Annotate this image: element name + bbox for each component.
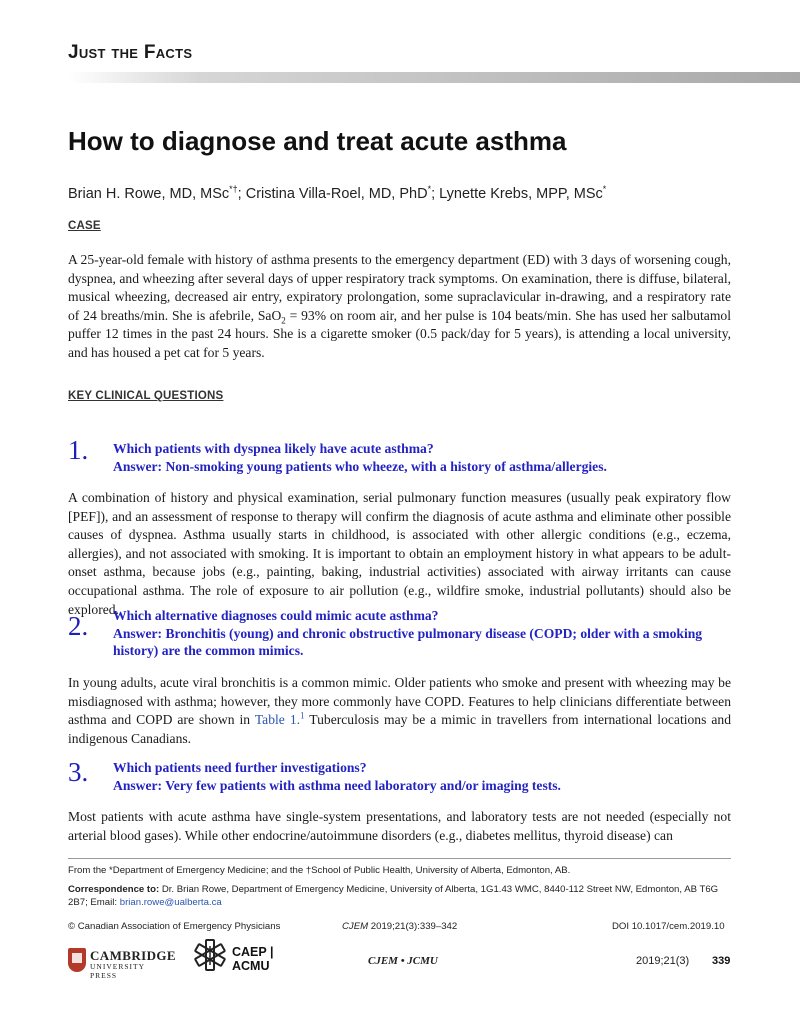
author-villa-roel: Cristina Villa-Roel, MD, PhD (245, 185, 428, 202)
case-heading: CASE (68, 220, 101, 232)
footer-divider (68, 858, 731, 859)
cambridge-logo-name: CAMBRIDGE (90, 948, 176, 963)
question-2: Which alternative diagnoses could mimic acute asthma? (113, 608, 439, 623)
case-text-part1: A 25-year-old female with history of asthma presents to the emergency department (ED) with 3 days of worsening cough, dyspnea, and wheezing after several days of upper respiratory track symptoms. On examination, there is diffuse, bilateral, musical wheezing, decreased air entry, expiratory prolongation, some supraclavicular in-drawing, and a respiratory rate of 24 breaths/min. She is afebrile, SaO (68, 252, 731, 323)
reference-1-link[interactable]: 1 (300, 710, 305, 721)
question-2-body-part2: Tuberculosis may be a mimic in travellers from international locations and indigenous Canadians. (68, 712, 732, 746)
author-krebs-affil: * (602, 184, 607, 194)
correspondence-email-link[interactable]: brian.rowe@ualberta.ca (119, 897, 222, 908)
answer-2: Answer: Bronchitis (young) and chronic obstructive pulmonary disease (COPD; older with a smoking history) are the common mimics. (113, 625, 703, 659)
star-of-life-icon (192, 938, 228, 972)
cambridge-logo-sub: UNIVERSITY PRESS (90, 962, 145, 980)
page-number: 339 (712, 955, 731, 967)
journal-footer-name: CJEM • JCMU (368, 955, 438, 967)
copyright-note: © Canadian Association of Emergency Physicians (68, 921, 281, 932)
issue-label: 2019;21(3) (636, 955, 690, 967)
question-2-body-part1: In young adults, acute viral bronchitis is a common mimic. Older patients who smoke and present with wheezing may be misdiagnosed with asthma; however, they more commonly have COPD. Features to help clinicians differentiate between asthma and COPD are shown in (68, 675, 731, 728)
citation (342, 920, 522, 933)
article-title: How to diagnose and treat acute asthma (68, 126, 567, 156)
question-3: Which patients need further investigations? (113, 760, 367, 775)
author-separator: ; (237, 185, 246, 202)
question-3-body: Most patients with acute asthma have single-system presentations, and laboratory tests are not needed (especially not arterial blood gases). While other endocrine/autoimmune disorders (e.g., diabetes mellitus, thyroid disease) can (68, 809, 731, 843)
cambridge-shield-icon (68, 948, 86, 972)
caep-logo (192, 938, 312, 972)
correspondence-label: Correspondence to: (68, 884, 160, 895)
question-block-3 (113, 759, 731, 794)
section-label: Just the Facts (68, 42, 193, 63)
table-1-link[interactable]: Table 1. (254, 712, 301, 728)
question-1: Which patients with dyspnea likely have acute asthma? (113, 441, 434, 456)
citation-details: 2019;21(3):339–342 (368, 921, 458, 932)
author-rowe: Brian H. Rowe, MD, MSc (68, 185, 230, 202)
correspondence-note (68, 883, 731, 909)
question-1-body: A combination of history and physical examination, serial pulmonary function measures (usually peak expiratory flow [PEF]), and an assessment of response to therapy will confirm the diagnosis of acute asthma and eliminate other possible causes of dyspnea. Asthma usually starts in childhood, is associated with other allergic conditions (e.g., eczema, allergies), and not associated with smoking. It is important to obtain an employment history in what appears to be adult-onset asthma, because jobs (e.g., painting, baking, industrial activities) associated with airway irritants can cause occupational asthma. The role of exposure to air pollution (e.g., wildfire smoke, industrial pollutants) should also be explored. (68, 490, 731, 617)
answer-1: Answer: Non-smoking young patients who wheeze, with a history of asthma/allergies. (113, 458, 607, 474)
case-subscript: 2 (281, 315, 286, 326)
question-number-3: 3. (68, 757, 89, 787)
answer-3: Answer: Very few patients with asthma need laboratory and/or imaging tests. (113, 777, 561, 793)
case-text-part2: = 93% on room air, and her pulse is 104 beats/min. She has used her salbutamol puffer 12 times in the past 24 hours. She is a cigarette smoker (0.5 pack/day for 5 years), is attending a local university, and has housed a pet cat for 5 years. (68, 307, 731, 360)
case-paragraph (68, 251, 731, 363)
header-gradient-bar (68, 72, 800, 83)
question-2-body (68, 674, 731, 748)
caep-logo-text: CAEP | ACMU (232, 945, 274, 973)
question-number-2: 2. (68, 611, 89, 641)
author-rowe-affil: *† (229, 184, 238, 194)
citation-journal: CJEM (342, 921, 369, 932)
author-separator: ; (431, 185, 440, 202)
author-list (68, 184, 606, 202)
question-number-1: 1. (68, 435, 89, 465)
question-block-2 (113, 607, 731, 660)
correspondence-text: Dr. Brian Rowe, Department of Emergency Medicine, University of Alberta, 1G1.43 WMC, 8440-112 Street NW, Edmonton, AB T6G 2B7; Email: (68, 884, 719, 908)
question-block-1 (113, 440, 731, 475)
doi: DOI 10.1017/cem.2019.10 (612, 921, 725, 932)
author-krebs: Lynette Krebs, MPP, MSc (439, 185, 603, 202)
cambridge-logo (68, 948, 176, 980)
author-villa-roel-affil: * (427, 184, 432, 194)
key-questions-heading: KEY CLINICAL QUESTIONS (68, 390, 224, 402)
affiliation-note: From the *Department of Emergency Medicine; and the †School of Public Health, University of Alberta, Edmonton, AB. (68, 865, 571, 876)
